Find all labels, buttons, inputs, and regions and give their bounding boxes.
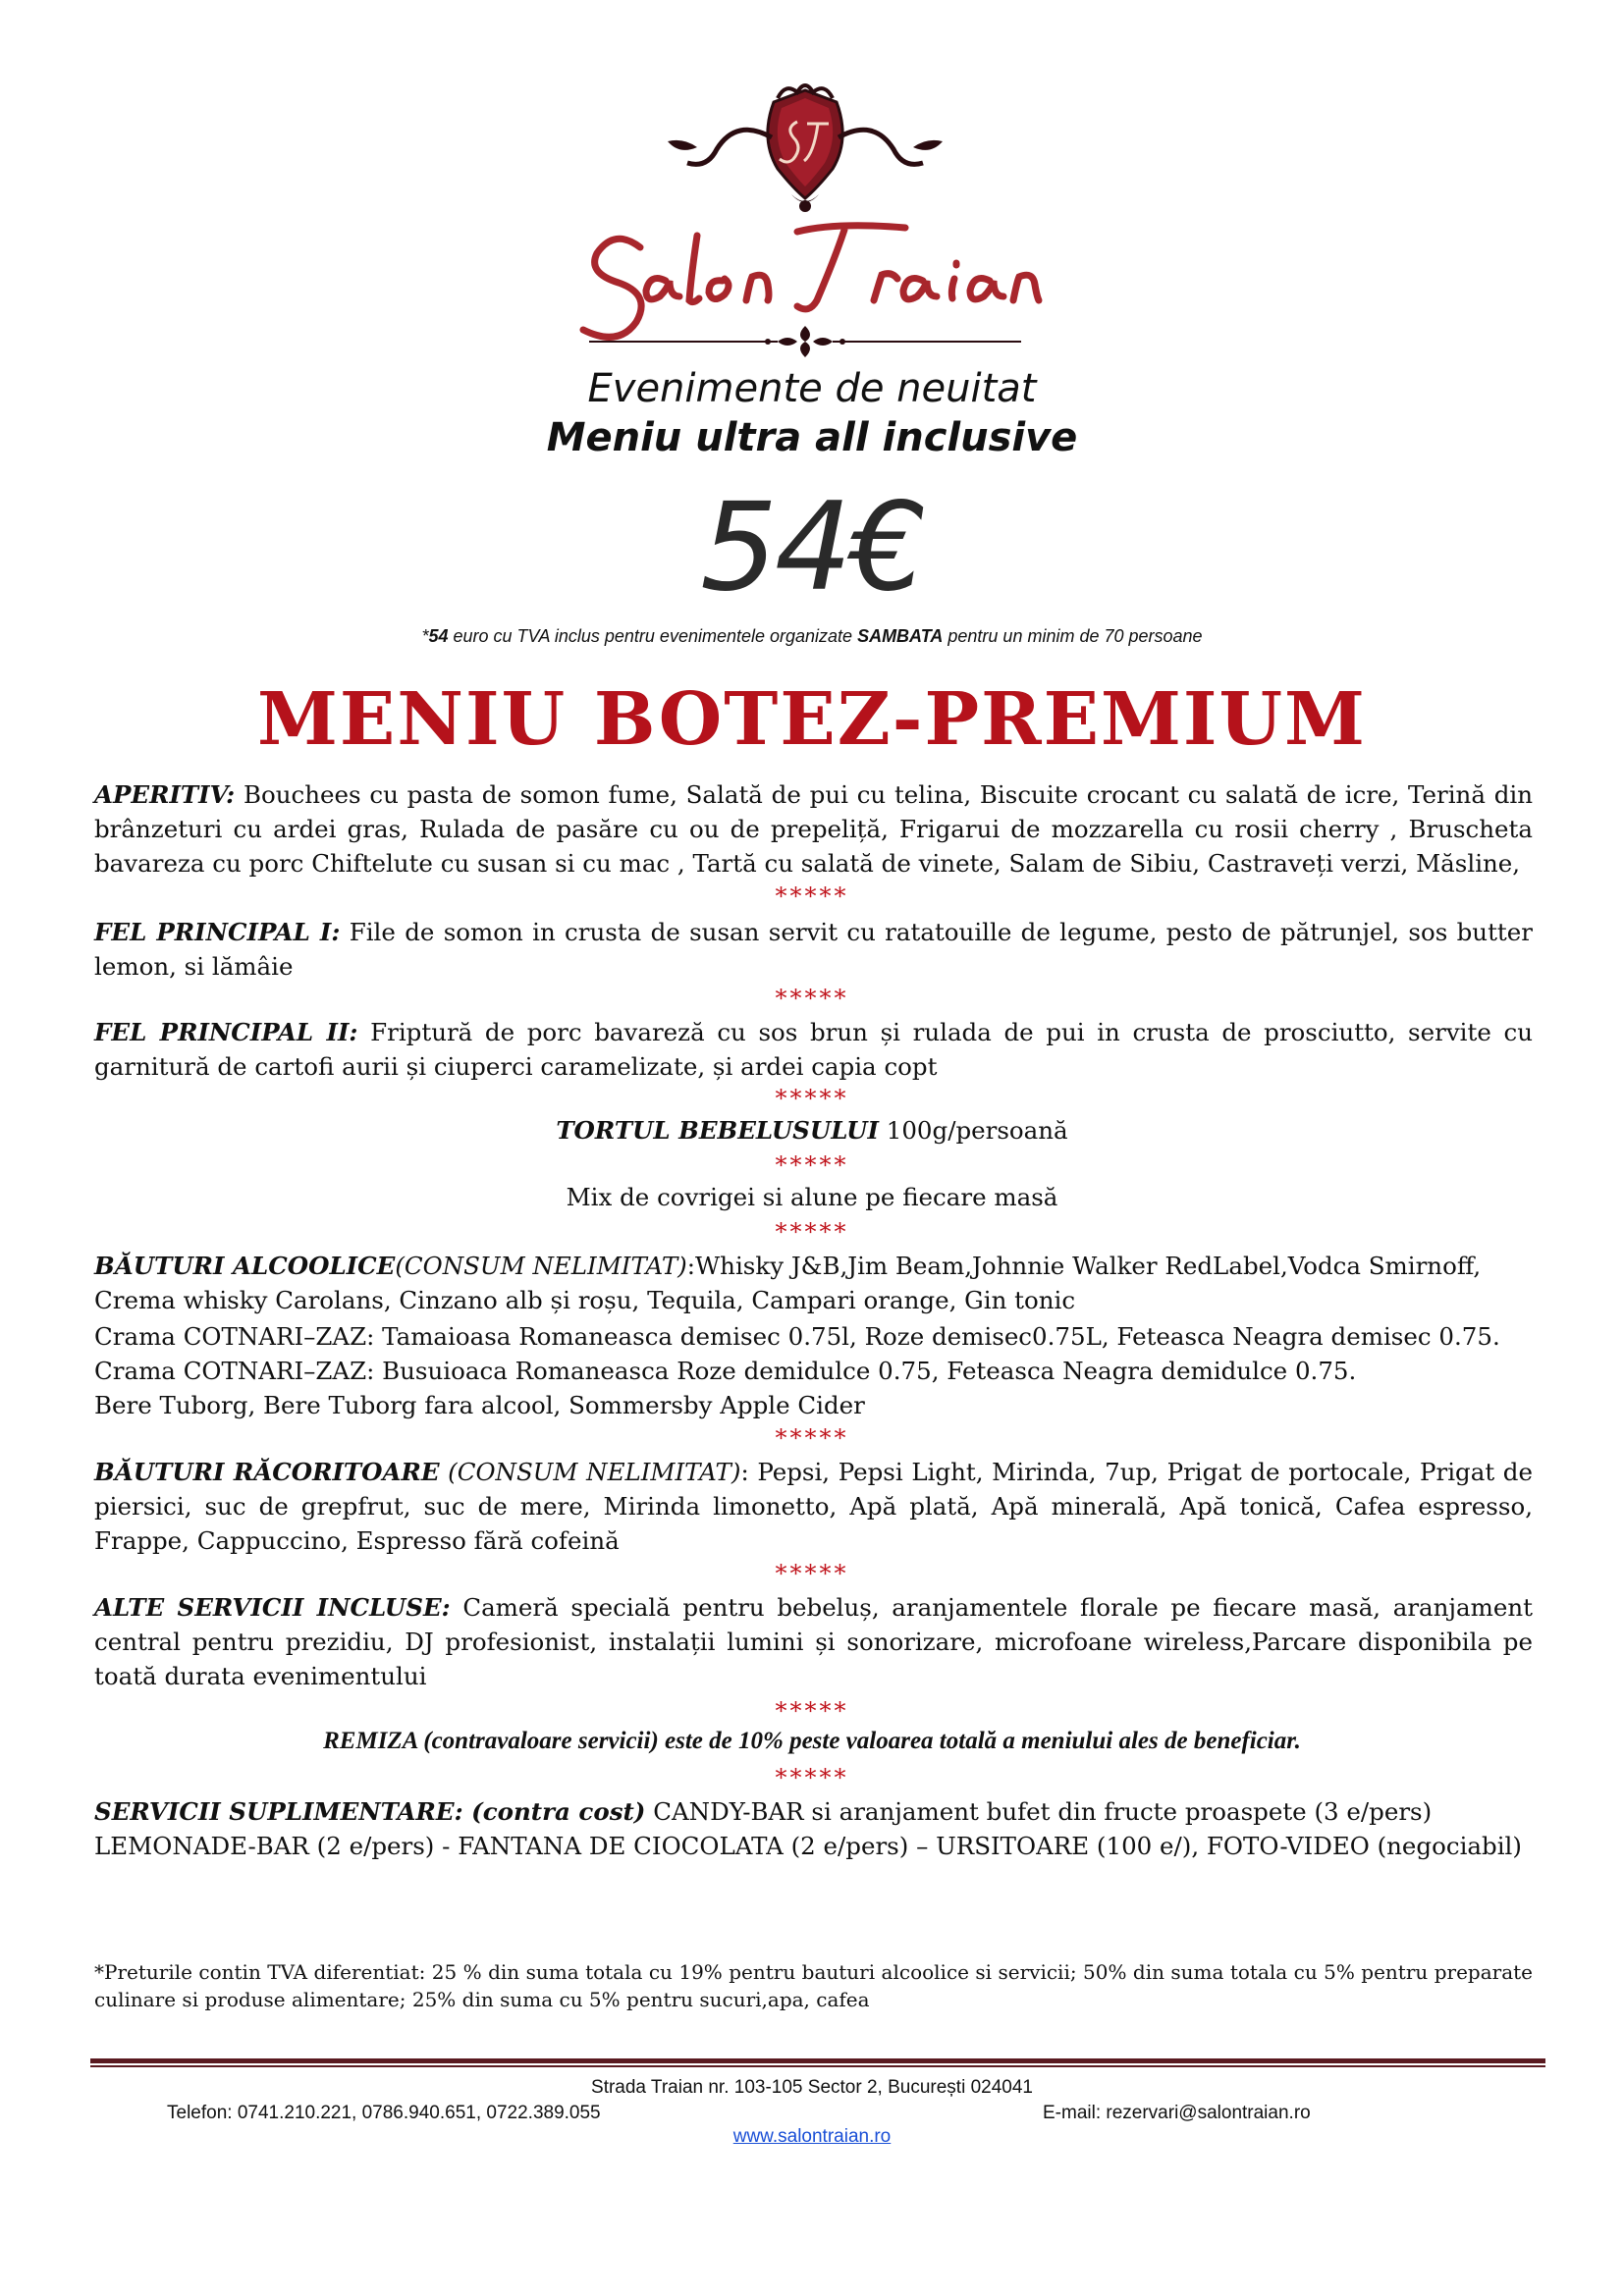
- tagline-menu: Meniu ultra all inclusive: [546, 415, 1078, 460]
- section-mix: Mix de covrigei si alune pe fiecare masă: [566, 1183, 1058, 1211]
- price-value: 54€: [700, 477, 924, 618]
- remiza-note: REMIZA (contravaloare servicii) este de 10% peste valoarea totală a meniului ales de beneficiar.: [323, 1728, 1301, 1754]
- crest-icon: [668, 85, 943, 212]
- menu-title: MENIU BOTEZ-PREMIUM: [257, 677, 1367, 762]
- separator: *****: [775, 1697, 849, 1725]
- section-aperitiv: APERITIV: Bouchees cu pasta de somon fume, Salată de pui cu telina, Biscuite crocant cu salată de icre, Terină din brânzeturi cu ardei gras, Rulada de pasăre cu ou de prepeliță, Frigarui de mozzarella cu rosii cherry , Bruscheta bavareza cu porc Chiftelute cu susan si cu mac , Tartă cu salată de vinete, Salam de Sibiu, Castraveți verzi, Măsline,: [94, 780, 1533, 878]
- separator: *****: [775, 1764, 849, 1791]
- footer-divider-thin: [90, 2065, 1545, 2067]
- section-servicii-suplimentare: SERVICII SUPLIMENTARE: (contra cost) CANDY-BAR si aranjament bufet din fructe proaspete (3 e/pers) LEMONADE-BAR (2 e/pers) - FANTANA DE CIOCOLATA (2 e/pers) – URSITOARE (100 e/), FOTO-VIDEO (negociabil): [94, 1797, 1522, 1860]
- separator: *****: [775, 1151, 849, 1179]
- price-footnote: *Preturile contin TVA diferentiat: 25 % din suma totala cu 19% pentru bauturi alcoolice si servicii; 50% din suma totala cu 5% pentru preparate culinare si produse alimentare; 25% din suma cu 5% pentru sucuri,apa, cafea: [94, 1960, 1533, 2011]
- alcoolice-line-4: Bere Tuborg, Bere Tuborg fara alcool, Sommersby Apple Cider: [94, 1391, 865, 1419]
- separator: *****: [775, 1560, 849, 1587]
- footer-divider: [90, 2058, 1545, 2063]
- separator: *****: [775, 1424, 849, 1452]
- salon-traian-logo: [550, 79, 1060, 373]
- separator: *****: [775, 1218, 849, 1246]
- footer-phone: Telefon: 0741.210.221, 0786.940.651, 0722.389.055: [167, 2103, 601, 2123]
- price-note: *54 euro cu TVA inclus pentru evenimentele organizate SAMBATA pentru un minim de 70 persoane: [421, 626, 1203, 646]
- separator: *****: [775, 1085, 849, 1112]
- tagline-events: Evenimente de neuitat: [587, 366, 1037, 411]
- section-bauturi-racoritoare: BĂUTURI RĂCORITOARE (CONSUM NELIMITAT): Pepsi, Pepsi Light, Mirinda, 7up, Prigat de portocale, Prigat de piersici, suc de grepfrut, suc de mere, Mirinda limonetto, Apă plată, Apă minerală, Apă tonică, Cafea espresso, Frappe, Cappuccino, Espresso fără cofeină: [94, 1458, 1533, 1555]
- section-fel-principal-2: FEL PRINCIPAL II: Friptură de porc bavareză cu sos brun și rulada de pui in crusta de prosciutto, servite cu garnitură de cartofi aurii și ciuperci caramelizate, și ardei capia copt: [94, 1018, 1533, 1081]
- footer-address: Strada Traian nr. 103-105 Sector 2, București 024041: [591, 2077, 1033, 2098]
- section-bauturi-alcoolice: BĂUTURI ALCOOLICE(CONSUM NELIMITAT):Whisky J&B,Jim Beam,Johnnie Walker RedLabel,Vodca Smirnoff, Crema whisky Carolans, Cinzano alb și roșu, Tequila, Campari orange, Gin tonic: [94, 1252, 1482, 1314]
- section-fel-principal-1: FEL PRINCIPAL I: File de somon in crusta de susan servit cu ratatouille de legume, pesto de pătrunjel, sos butter lemon, si lămâie: [94, 918, 1533, 981]
- separator: *****: [775, 882, 849, 910]
- divider-flourish-icon: [589, 326, 1021, 357]
- separator: *****: [775, 985, 849, 1012]
- footer-email: E-mail: rezervari@salontraian.ro: [1043, 2103, 1311, 2123]
- alcoolice-line-3: Crama COTNARI–ZAZ: Busuioaca Romaneasca Roze demidulce 0.75, Feteasca Neagra demidulce 0.75.: [94, 1357, 1357, 1385]
- alcoolice-line-2: Crama COTNARI–ZAZ: Tamaioasa Romaneasca demisec 0.75l, Roze demisec0.75L, Feteasca Neagra demisec 0.75.: [94, 1322, 1500, 1351]
- section-alte-servicii: ALTE SERVICII INCLUSE: Cameră specială pentru bebeluș, aranjamentele florale pe fiecare masă, aranjament central pentru prezidiu, DJ profesionist, instalații lumini și sonorizare, microfoane wireless,Parcare disponibila pe toată durata evenimentului: [94, 1593, 1533, 1690]
- footer-website-link[interactable]: www.salontraian.ro: [732, 2126, 892, 2147]
- section-tort: TORTUL BEBELUSULUI 100g/persoană: [556, 1116, 1068, 1145]
- salon-traian-wordmark: [583, 226, 1039, 338]
